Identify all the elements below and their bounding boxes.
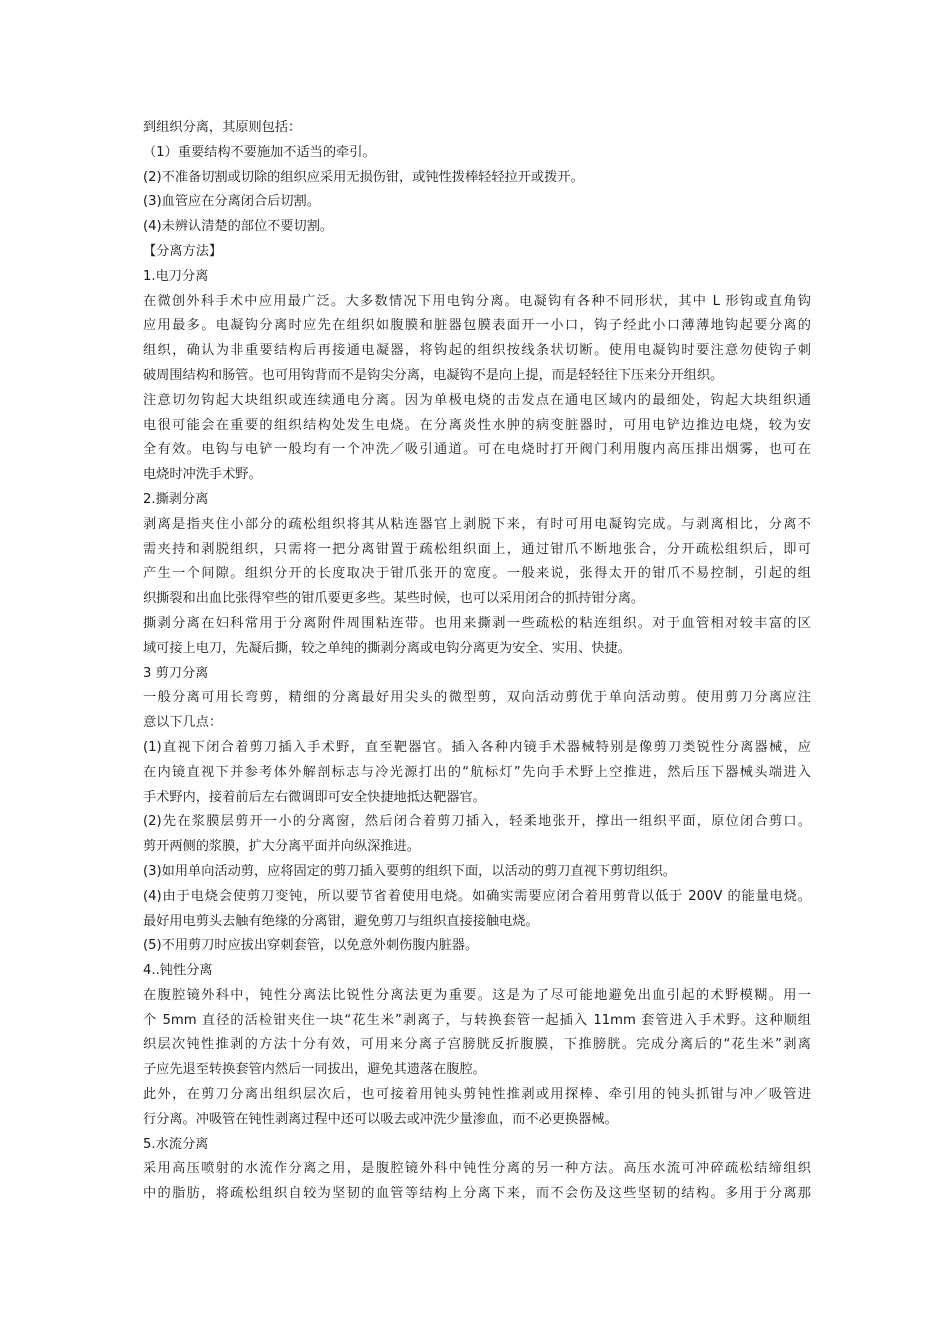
text-line: 产生一个间隙。组织分开的长度取决于钳爪张开的宽度。一般来说，张得太开的钳爪不易控制，引起的组 (143, 566, 811, 582)
text-line: 采用高压喷射的水流作分离之用，是腹腔镜外科中钝性分离的另一种方法。高压水流可冲碎疏松结缔组织 (143, 1161, 811, 1177)
text-line: 1.电刀分离 (143, 268, 209, 284)
text-line: 组织，确认为非重要结构后再接通电凝器，将钩起的组织按线条状切断。使用电凝钩时要注意勿使钩子刺 (143, 343, 811, 359)
text-line: 子应先退至转换套管内然后一同拔出，避免其遗落在腹腔。 (143, 1062, 486, 1078)
text-line: 全有效。电钩与电铲一般均有一个冲洗／吸引通道。可在电烧时打开阀门利用腹内高压排出烟雾，也可在 (143, 442, 811, 458)
text-line: 织撕裂和出血比张得窄些的钳爪要更多些。某些时候，也可以采用闭合的抓持钳分离。 (143, 591, 645, 607)
text-line: 需夹持和剥脱组织，只需将一把分离钳置于疏松组织面上，通过钳爪不断地张合，分开疏松组织后，即可 (143, 541, 811, 557)
text-line: 中的脂肪，将疏松组织自较为坚韧的血管等结构上分离下来，而不会伤及这些坚韧的结构。多用于分离那 (143, 1186, 811, 1202)
text-line: (3)如用单向活动剪，应将固定的剪刀插入要剪的组织下面，以活动的剪刀直视下剪切组织。 (143, 863, 676, 879)
text-line: 意以下几点： (143, 715, 223, 731)
text-line: 此外，在剪刀分离出组织层次后，也可接着用钝头剪钝性推剥或用探棒、牵引用的钝头抓钳与冲／吸管进 (143, 1087, 811, 1103)
text-line: 5.水流分离 (143, 1136, 209, 1152)
text-line: 注意切勿钩起大块组织或连续通电分离。因为单极电烧的击发点在通电区域内的最细处，钩起大块组织通 (143, 392, 811, 408)
text-line: 在腹腔镜外科中，钝性分离法比锐性分离法更为重要。这是为了尽可能地避免出血引起的术野模糊。用一 (143, 987, 811, 1003)
text-line: (4)由于电烧会使剪刀变钝，所以要节省着使用电烧。如确实需要应闭合着用剪背以低于 200V 的能量电烧。 (143, 888, 811, 904)
text-line: 一般分离可用长弯剪，精细的分离最好用尖头的微型剪，双向活动剪优于单向活动剪。使用剪刀分离应注 (143, 690, 811, 706)
text-line: 电烧时冲洗手术野。 (143, 467, 262, 483)
text-line: 到组织分离，其原则包括： (143, 120, 302, 135)
text-line: (3)血管应在分离闭合后切割。 (143, 194, 320, 210)
text-line: 行分离。冲吸管在钝性剥离过程中还可以吸去或冲洗少量渗血，而不必更换器械。 (143, 1111, 618, 1127)
text-line: 剪开两侧的浆膜，扩大分离平面并向纵深推进。 (143, 839, 420, 855)
text-line: 在微创外科手术中应用最广泛。大多数情况下用电钩分离。电凝钩有各种不同形状，其中 L 形钩或直角钩 (143, 293, 811, 309)
text-line: (5)不用剪刀时应拔出穿刺套管，以免意外刺伤腹内脏器。 (143, 938, 479, 954)
text-line: 破周围结构和肠管。也可用钩背而不是钩尖分离，电凝钩不是向上提，而是轻轻往下压来分开组织。 (143, 367, 724, 383)
text-line: 3 剪刀分离 (143, 665, 209, 681)
text-line: 应用最多。电凝钩分离时应先在组织如腹膜和脏器包膜表面开一小口，钩子经此小口薄薄地钩起要分离的 (143, 318, 811, 334)
text-line: 个 5mm 直径的活检钳夹住一块“花生米”剥离子，与转换套管一起插入 11mm 套管进入手术野。这种顺组 (143, 1012, 811, 1028)
text-line: (1)直视下闭合着剪刀插入手术野，直至靶器官。插入各种内镜手术器械特别是像剪刀类锐性分离器械，应 (143, 739, 811, 755)
text-line: （1）重要结构不要施加不适当的牵引。 (143, 144, 376, 160)
text-line: 撕剥分离在妇科常用于分离附件周围粘连带。也用来撕剥一些疏松的粘连组织。对于血管相对较丰富的区 (143, 615, 811, 631)
text-line: 在内镜直视下并参考体外解剖标志与冷光源打出的“航标灯”先向手术野上空推进，然后压下器械头端进入 (143, 764, 811, 780)
text-line: (4)未辨认清楚的部位不要切割。 (143, 219, 334, 235)
text-line: 织层次钝性推剥的方法十分有效，可用来分离子宫膀胱反折腹膜，下推膀胱。完成分离后的“花生米”剥离 (143, 1037, 811, 1053)
text-line: (2)不准备切割或切除的组织应采用无损伤钳，或钝性拨棒轻轻拉开或拨开。 (143, 169, 584, 185)
text-line: 【分离方法】 (143, 243, 223, 259)
text-line: 最好用电剪头去触有绝缘的分离钳，避免剪刀与组织直接接触电烧。 (143, 913, 539, 929)
text-line: 4..钝性分离 (143, 963, 213, 979)
text-line: 手术野内，接着前后左右微调即可安全快捷地抵达靶器官。 (143, 789, 486, 805)
text-line: 2.撕剥分离 (143, 491, 209, 507)
text-line: 电很可能会在重要的组织结构处发生电烧。在分离炎性水肿的病变脏器时，可用电铲边推边电烧，较为安 (143, 417, 811, 433)
document-page (143, 116, 811, 1207)
text-line: 域可接上电刀，先凝后撕，较之单纯的撕剥分离或电钩分离更为安全、实用、快捷。 (143, 640, 631, 656)
text-line: 剥离是指夹住小部分的疏松组织将其从粘连器官上剥脱下来，有时可用电凝钩完成。与剥离相比，分离不 (143, 516, 811, 532)
text-line: (2)先在浆膜层剪开一小的分离窗，然后闭合着剪刀插入，轻柔地张开，撑出一组织平面，原位闭合剪口。 (143, 814, 811, 830)
